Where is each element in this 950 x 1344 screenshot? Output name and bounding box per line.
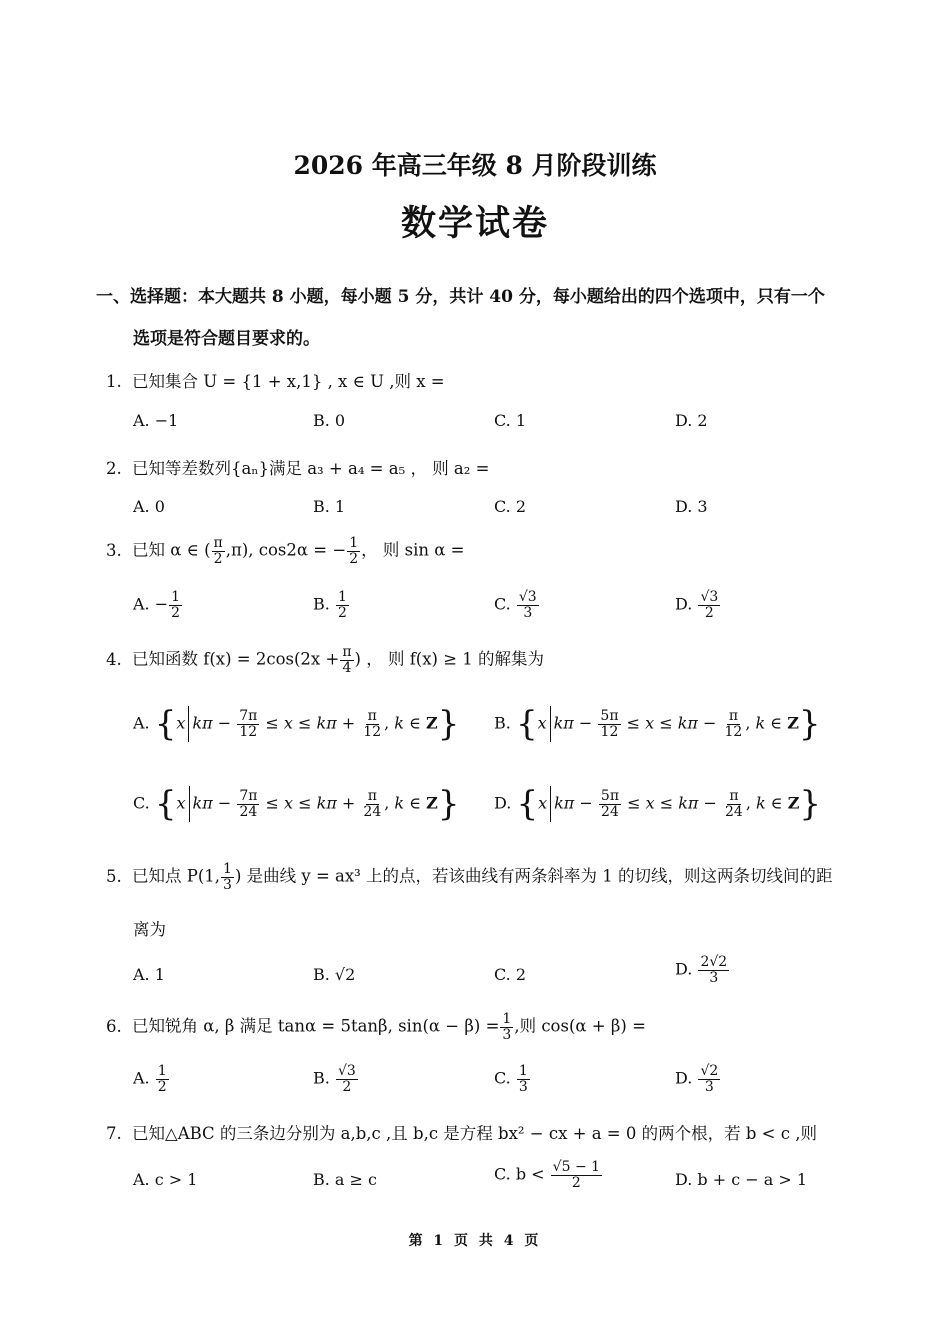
question-stem: 已知等差数列{aₙ}满足 a₃ + a₄ = a₅ ， 则 a₂ = [132,459,490,478]
exam-title: 数学试卷 [400,203,549,244]
page-footer: 第 1 页 共 4 页 [408,1233,542,1249]
question-stem: 已知 α ∈ ( [132,540,211,560]
option-a: A. {x kπ − $\frac{7\pi}{12}$ ≤ x ≤ kπ + $\frac{\pi}{12}$ , k ∈ Z} [133,704,460,744]
option-a: A. −1 [133,411,179,430]
question-number: 1. [106,372,122,391]
option-d: D. {x kπ − $\frac{5\pi}{24}$ ≤ x ≤ kπ − $\frac{\pi}{24}$ , k ∈ Z} [494,784,822,824]
option-b: B. 1 [313,497,346,516]
option-d: D. $\frac{√3}{2}$ [675,589,719,621]
question-number: 3. [106,540,122,560]
question-stem: ,π), cos2α = − [225,540,347,560]
option-b: B. √2 [313,965,356,984]
option-c: C. $\frac{√3}{3}$ [494,589,537,621]
section-heading-cont: 选项是符合题目要求的。 [133,329,320,349]
question-number: 5. [106,866,122,886]
question-stem: 已知点 P(1, [132,866,221,886]
question-stem: 已知函数 f(x) = 2cos(2x + [132,649,340,669]
question-stem: ) 是曲线 y = ax³ 上的点，若该曲线有两条斜率为 1 的切线，则这两条切线间的距 [234,866,833,886]
question-6 [106,1012,646,1042]
option-c: C. b < $\frac{√5 - 1}{2}$ [494,1159,601,1191]
fraction: $\frac{1}{3}$ [502,1011,512,1043]
option-d: D. 2 [675,411,708,430]
question-number: 6. [106,1016,122,1036]
question-7 [106,1120,817,1144]
option-c: C. {x kπ − $\frac{7\pi}{24}$ ≤ x ≤ kπ + $\frac{\pi}{24}$ , k ∈ Z} [133,784,460,824]
fraction: $\frac{\pi}{2}$ [213,535,223,567]
option-c: C. 1 [494,411,527,430]
question-stem: 已知△ABC 的三条边分别为 a,b,c ,且 b,c 是方程 bx² − cx + a = 0 的两个根，若 b < c ,则 [132,1124,817,1143]
question-4 [106,645,544,675]
option-c: C. 2 [494,965,527,984]
question-stem-cont: 离为 [133,920,166,939]
option-d: D. $\frac{√2}{3}$ [675,1063,719,1095]
option-d: D. b + c − a > 1 [675,1170,808,1189]
question-3 [106,536,464,566]
option-a: A. − $\frac{1}{2}$ [133,589,181,621]
option-b: B. {x kπ − $\frac{5\pi}{12}$ ≤ x ≤ kπ − $\frac{\pi}{12}$ , k ∈ Z} [494,704,821,744]
option-b: B. $\frac{√3}{2}$ [313,1063,356,1095]
question-number: 7. [106,1124,122,1143]
option-a: A. $\frac{1}{2}$ [133,1063,167,1095]
question-stem: 已知集合 U = {1 + x,1} , x ∈ U ,则 x = [132,372,445,391]
option-c: C. $\frac{1}{3}$ [494,1063,528,1095]
question-stem: ) ， 则 f(x) ≥ 1 的解集为 [354,649,545,669]
option-d: D. 3 [675,497,708,516]
question-number: 2. [106,459,122,478]
fraction: $\frac{1}{2}$ [349,535,359,567]
question-stem: ， 则 sin α = [361,540,465,560]
option-a: A. c > 1 [133,1170,198,1189]
fraction: $\frac{\pi}{4}$ [342,644,352,676]
option-b: B. 0 [313,411,346,430]
option-b: B. a ≥ c [313,1170,378,1189]
option-d: D. $\frac{2√2}{3}$ [675,954,728,986]
question-stem: 已知锐角 α, β 满足 tanα = 5tanβ, sin(α − β) = [132,1016,500,1036]
question-2 [106,455,489,479]
question-number: 4. [106,649,122,669]
section-heading: 一、选择题：本大题共 8 小题，每小题 5 分，共计 40 分，每小题给出的四个选项中，只有一个 [96,287,825,307]
option-c: C. 2 [494,497,527,516]
option-a: A. 0 [133,497,165,516]
question-5 [106,862,833,892]
option-a: A. 1 [133,965,165,984]
question-stem: ,则 cos(α + β) = [514,1016,646,1036]
question-1 [106,368,445,392]
option-b: B. $\frac{1}{2}$ [313,589,347,621]
exam-header: 2026 年高三年级 8 月阶段训练 [293,151,657,180]
fraction: $\frac{1}{3}$ [223,861,232,893]
